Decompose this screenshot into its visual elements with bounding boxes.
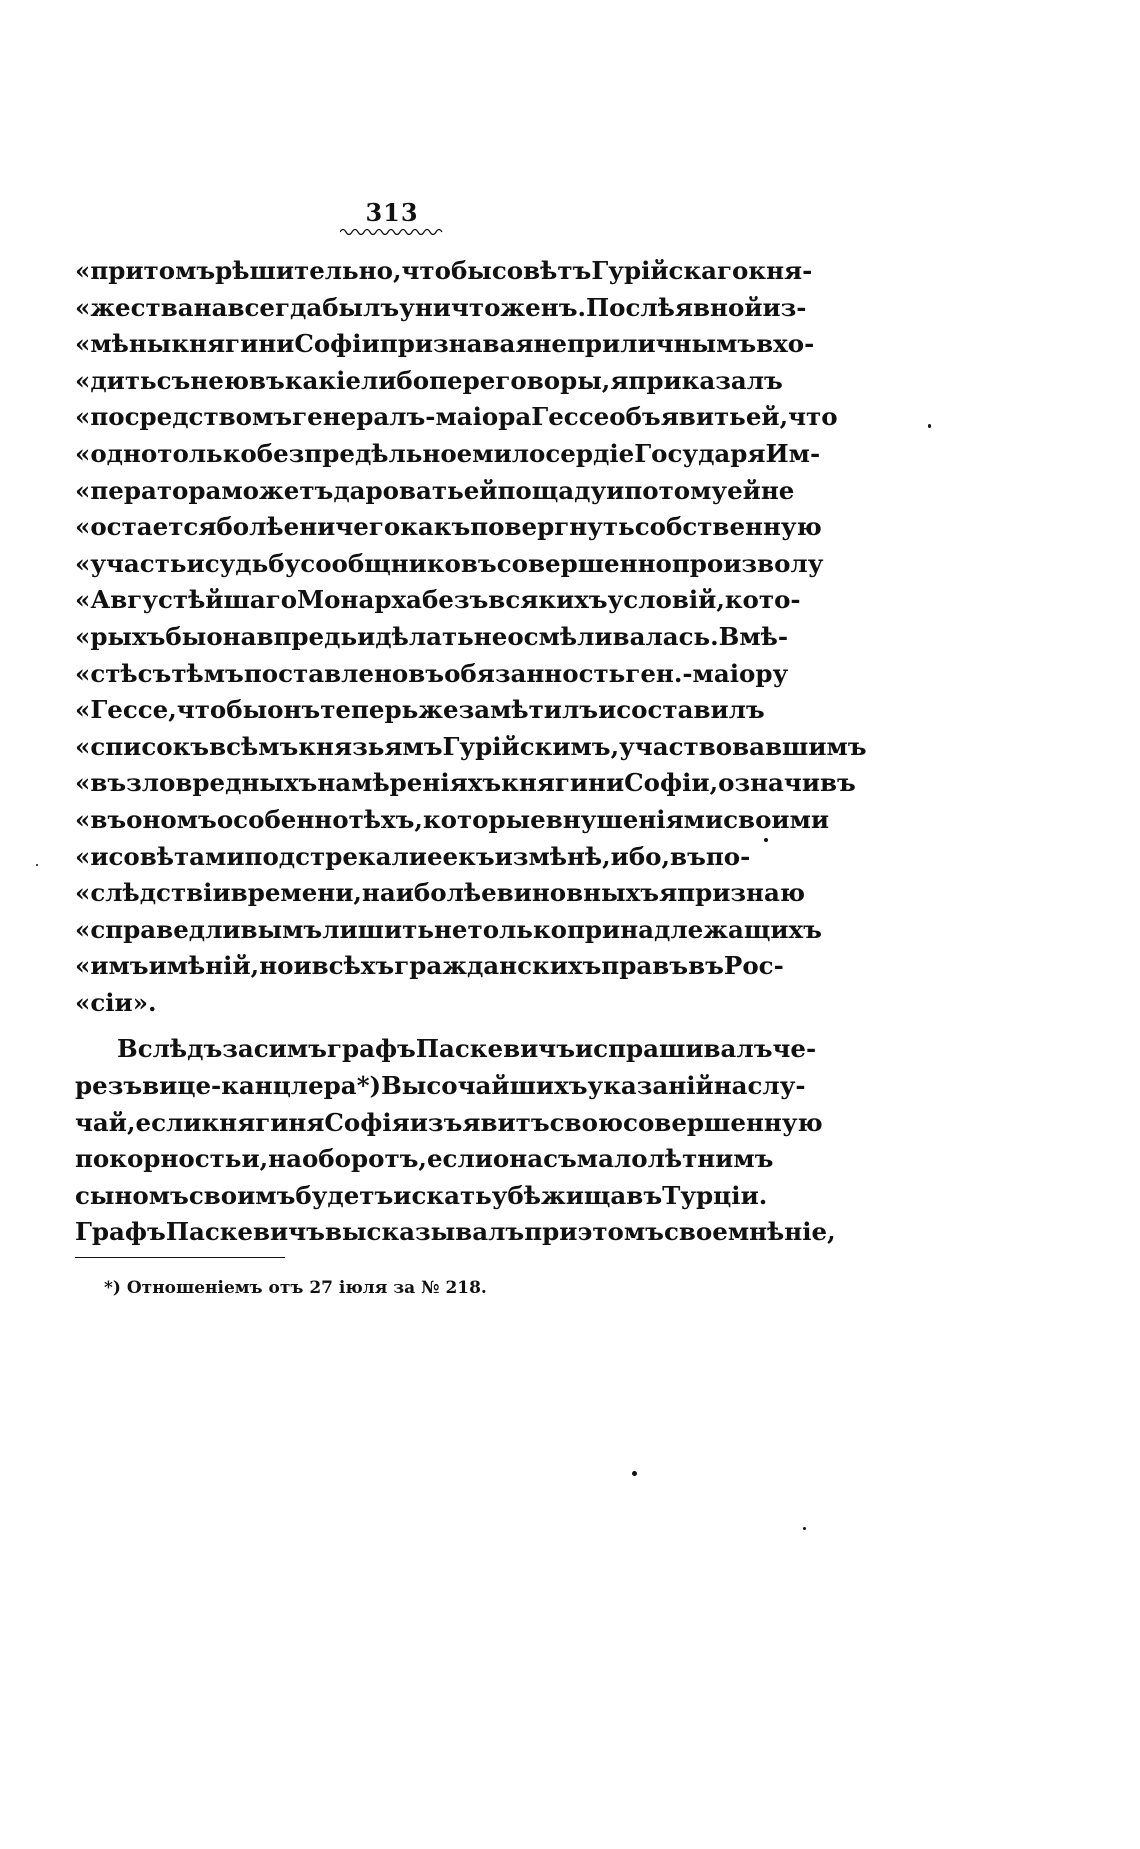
- text-line: сыномъ своимъ будетъ искать убѣжища въ Турціи.: [75, 1180, 768, 1210]
- text-line: Вслѣдъ за симъ графъ Паскевичъ испрашивалъ че-: [117, 1034, 817, 1064]
- text-line: «справедливымъ лишить не только принадлежащихъ: [75, 914, 822, 944]
- text-line: Графъ Паскевичъ высказывалъ при этомъ свое мнѣніе,: [75, 1217, 836, 1247]
- footnote-rule: [75, 1257, 285, 1258]
- text-line: «сіи».: [75, 987, 157, 1017]
- text-line: «стѣ съ тѣмъ поставлено въ обязанность ген.-маіору: [75, 658, 789, 688]
- text-line: «и совѣтами подстрекали ее къ измѣнѣ, ибо, въ по-: [75, 841, 751, 871]
- page-number: 313: [365, 198, 419, 227]
- text-line: «дить съ нею въ какіе либо переговоры, я приказалъ: [75, 365, 783, 395]
- body-text: [75, 253, 867, 1251]
- text-line: «притомъ рѣшительно, чтобы совѣтъ Гурійскаго кня-: [75, 256, 813, 285]
- paragraph-gap: [75, 1021, 717, 1031]
- text-line: «въ ономъ особенно тѣхъ, которые внушеніями своими: [75, 804, 830, 834]
- text-line: «слѣдствіи времени, наиболѣе виновныхъ я признаю: [75, 878, 805, 908]
- text-line: чай, если княгиня Софія изъявитъ свою совершенную: [75, 1107, 823, 1137]
- text-line: покорность и, наоборотъ, если она съ малолѣтнимъ: [75, 1144, 774, 1174]
- scan-speck: [632, 1471, 637, 1476]
- text-line: «мѣны княгини Софіи признавая неприличнымъ вхо-: [75, 329, 815, 359]
- text-line: «участь и судьбу сообщниковъ совершенно произволу: [75, 548, 824, 578]
- text-line: резъ вице-канцлера *) Высочайшихъ указаній на слу-: [75, 1071, 806, 1101]
- page-number-ornament: [340, 226, 444, 236]
- text-line: «имъ имѣній, но и всѣхъ гражданскихъ правъ въ Рос-: [75, 951, 784, 981]
- text-line: «въ зловредныхъ намѣреніяхъ княгини Софіи, означивъ: [75, 768, 856, 798]
- text-line: «ператора можетъ даровать ей пощаду и потому ей не: [75, 475, 795, 505]
- text-line: «жества навсегда былъ уничтоженъ. Послѣ явной из-: [75, 292, 807, 322]
- text-line: «остается болѣе ничего какъ повергнуть собственную: [75, 512, 822, 542]
- scan-speck: [764, 838, 768, 842]
- text-line: «рыхъ бы она впредь и дѣлать не осмѣливалась. Вмѣ-: [75, 621, 789, 651]
- text-line: «одно только безпредѣльное милосердіе Государя Им-: [75, 438, 821, 468]
- text-line: «списокъ всѣмъ князьямъ Гурійскимъ, участвовавшимъ: [75, 731, 867, 761]
- text-line: «посредствомъ генералъ-маіора Гессе объявить ей, что: [75, 402, 838, 432]
- scan-speck: [36, 864, 38, 866]
- text-line: «Августѣйшаго Монарха безъ всякихъ условій, кото-: [75, 585, 801, 615]
- text-line: «Гессе, чтобы онъ теперь же замѣтилъ и составилъ: [75, 695, 765, 725]
- scan-speck: [803, 1527, 806, 1530]
- footnote: *) Отношеніемъ отъ 27 іюля за № 218.: [104, 1278, 487, 1298]
- scan-speck: [928, 424, 931, 428]
